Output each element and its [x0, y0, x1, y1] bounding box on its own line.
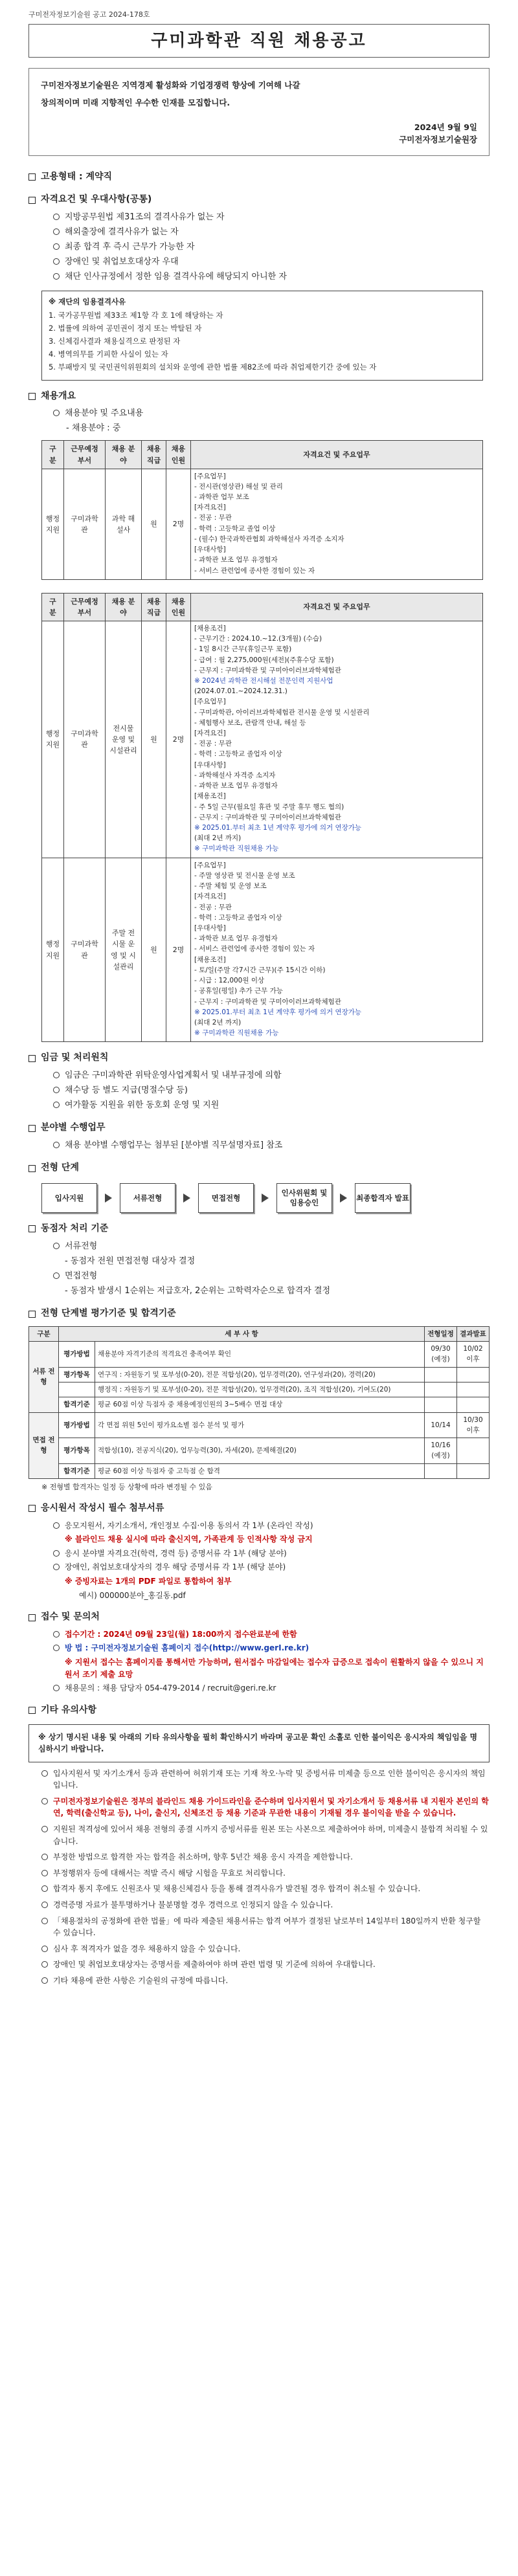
circle-bullet-icon	[41, 1946, 48, 1952]
qualification-item	[53, 271, 490, 283]
job-detail-line: - 서비스 관련업에 종사한 경험이 있는 자	[194, 945, 315, 953]
qualification-item-text: 해외출장에 결격사유가 없는 자	[65, 227, 179, 238]
eval-row	[29, 1438, 490, 1464]
circle-bullet-icon	[53, 228, 60, 235]
receipt-method-link[interactable]: 방 법 : 구미전자정보기술원 홈페이지 접수(http://www.gerI.re.kr)	[65, 1643, 310, 1653]
qualification-item	[53, 256, 490, 269]
notice-org: 구미전자정보기술원장	[399, 135, 477, 145]
eval-schedule	[425, 1382, 457, 1397]
tie-item	[65, 1285, 490, 1298]
job-detail-line: - 공휴일(평일) 추가 근무 가능	[194, 987, 283, 995]
job-cell: 원	[142, 469, 166, 579]
salary-item	[53, 1099, 490, 1112]
eval-table	[28, 1326, 490, 1479]
etc-item-text: 구미전자정보기술원은 정부의 블라인드 채용 가이드라인을 준수하며 입사지원서 및 자기소개서 등 채용서류 내 지원자 본인의 학연, 학력(출신학교 등), 나이, 출신지, 신체조건 등 채용 기준과 무관한 내용이 기재될 경우 불이익을 받을 수 있습니다.	[53, 1796, 489, 1818]
etc-item	[41, 1795, 490, 1819]
job-detail-line: - 주말 체험 및 운영 보조	[194, 882, 267, 891]
job-detail-line: - 급여 : 월 2,275,000원(세전)(주휴수당 포함)	[194, 656, 334, 664]
duty-item	[53, 1139, 490, 1152]
job-detail-line: - 체험행사 보조, 관람객 안내, 해설 등	[194, 718, 306, 727]
circle-bullet-icon	[53, 1685, 60, 1691]
job-detail-line: - 전공 : 무관	[194, 514, 232, 522]
job-detail-line: ※ 2025.01.부터 최초 1년 계약후 평가에 의거 연장가능	[194, 824, 362, 832]
disqualification-item: 5. 부패방지 및 국민권익위원회의 설치와 운영에 관한 법률 제82조에 따라 취업제한기간 중에 있는 자	[49, 362, 377, 372]
etc-item	[41, 1943, 490, 1955]
eval-header: 세 부 사 항	[59, 1326, 425, 1341]
etc-item-text: 기타 채용에 관한 사항은 기술원의 규정에 따릅니다.	[53, 1976, 229, 1985]
overview-title: 채용개요	[41, 390, 76, 401]
job-table-header: 자격요건 및 주요업무	[191, 593, 483, 621]
job-cell: 주말 전시물 운영 및 시설관리	[106, 858, 142, 1042]
eval-header: 구분	[29, 1326, 59, 1341]
job-detail-line: ※ 2024년 과학관 전시해설 전문인력 지원사업	[194, 676, 333, 685]
job-detail-line: - 근무지 : 구미과학관 및 구미아이러브과학체험관	[194, 666, 341, 674]
job-detail-line: - 근무지 : 구미과학관 및 구미아이러브과학체험관	[194, 997, 341, 1006]
job-detail-line: [우대사항]	[194, 761, 226, 769]
salary-item-text: 채수당 등 별도 지급(명절수당 등)	[65, 1085, 188, 1096]
circle-bullet-icon	[41, 1870, 48, 1876]
job-detail-line: - 과학관 업무 보조	[194, 493, 249, 501]
job-detail-line: - 근무기간 : 2024.10.~12.(3개월) (수습)	[194, 635, 322, 643]
job-detail-line: - (필수) 한국과학관협회 과학해설사 자격증 소지자	[194, 535, 344, 543]
job-detail-line: - 1일 8시간 근무(휴일근무 포함)	[194, 645, 292, 654]
job-table-header: 자격요건 및 주요업무	[191, 441, 483, 469]
salary-item-text: 임금은 구미과학관 위탁운영사업계획서 및 내부규정에 의함	[65, 1071, 282, 1081]
tie-item-text: 면접전형	[65, 1271, 98, 1281]
eval-desc: 평균 60점 이상 득점자 중 고득점 순 합격	[95, 1463, 425, 1478]
tie-item-text: 서류전형	[65, 1241, 98, 1251]
eval-desc: 각 면접 위원 5인이 평가요소별 점수 분석 및 평가	[95, 1412, 425, 1438]
circle-bullet-icon	[53, 1645, 60, 1651]
qualification-item	[53, 226, 490, 239]
tie-title: 동점자 처리 기준	[41, 1223, 109, 1234]
arrow-right-icon	[183, 1194, 190, 1203]
job-detail-line: - 학력 : 고등학교 졸업 이상	[194, 524, 276, 533]
etc-item	[41, 1975, 490, 1987]
square-bullet-icon	[28, 1055, 36, 1062]
salary-section	[28, 1051, 490, 1112]
arrow-right-icon	[340, 1194, 347, 1203]
process-step: 서류전형	[120, 1183, 175, 1213]
job-row	[42, 621, 483, 858]
job-table-1	[41, 440, 483, 579]
job-detail-line: [주요업무]	[194, 472, 226, 480]
job-detail-line: (2024.07.01.~2024.12.31.)	[194, 687, 287, 696]
eval-row	[29, 1397, 490, 1412]
eval-row	[29, 1412, 490, 1438]
circle-bullet-icon	[41, 1902, 48, 1908]
circle-bullet-icon	[53, 243, 60, 250]
circle-bullet-icon	[41, 1885, 48, 1892]
job-detail-line: (최대 2년 까지)	[194, 834, 242, 843]
docs-section	[28, 1502, 490, 1601]
tie-item	[53, 1240, 490, 1253]
job-cell: 원	[142, 621, 166, 858]
circle-bullet-icon	[53, 1631, 60, 1638]
salary-title: 임금 및 처리원칙	[41, 1052, 109, 1063]
eval-item: 합격기준	[59, 1397, 95, 1412]
job-detail-line: - 시급 : 12,000원 이상	[194, 977, 265, 985]
square-bullet-icon	[28, 1311, 36, 1318]
eval-row	[29, 1367, 490, 1382]
circle-bullet-icon	[41, 1854, 48, 1860]
job-table-header: 채용 분야	[106, 441, 142, 469]
eval-schedule	[425, 1397, 457, 1412]
circle-bullet-icon	[53, 1564, 60, 1570]
salary-item	[53, 1084, 490, 1097]
eval-schedule	[425, 1367, 457, 1382]
job-detail-line: - 과학해설사 자격증 소지자	[194, 771, 276, 779]
etc-item-text: 부정행위자 등에 대해서는 적발 즉시 해당 시험을 무효로 처리합니다.	[53, 1868, 286, 1878]
eval-item: 평가항목	[59, 1438, 95, 1464]
job-table-header: 채용 분야	[106, 593, 142, 621]
job-detail-line: (최대 2년 까지)	[194, 1018, 242, 1027]
square-bullet-icon	[28, 1225, 36, 1232]
receipt-period: 접수기간 : 2024년 09월 23일(월) 18:00까지 접수완료분에 한함	[65, 1629, 297, 1639]
square-bullet-icon	[28, 1505, 36, 1512]
eval-result	[457, 1438, 490, 1464]
process-step: 최종합격자 발표	[355, 1183, 411, 1213]
job-row	[42, 469, 483, 579]
disqualification-title: ※ 재단의 임용결격사유	[49, 296, 126, 306]
job-detail-line: - 주말 영상관 및 전시물 운영 보조	[194, 871, 295, 880]
job-detail-line: - 전공 : 무관	[194, 740, 232, 748]
job-table-header: 구 분	[42, 441, 64, 469]
job-cell: 2명	[166, 469, 191, 579]
etc-item-text: 「채용절차의 공정화에 관한 법률」에 따라 제출된 채용서류는 합격 여부가 결정된 날로부터 14일부터 180일까지 반환 청구할 수 있습니다.	[53, 1916, 481, 1938]
job-cell: 2명	[166, 621, 191, 858]
receipt-warning: ※ 지원서 접수는 홈페이지를 통해서만 가능하며, 원서접수 마감일에는 접수자 급증으로 접속이 원활하지 않을 수 있으니 지원서 조기 제출 요망	[65, 1658, 484, 1679]
eval-result	[457, 1463, 490, 1478]
job-detail-line: ※ 2025.01.부터 최초 1년 계약후 평가에 의거 연장가능	[194, 1008, 362, 1016]
etc-title: 기타 유의사항	[41, 1704, 97, 1715]
etc-item-text: 심사 후 적격자가 없을 경우 채용하지 않을 수 있습니다.	[53, 1944, 241, 1953]
eval-item: 평가방법	[59, 1412, 95, 1438]
circle-bullet-icon	[41, 1961, 48, 1968]
duty-item-text: 채용 분야별 수행업무는 첨부된 [분야별 직무설명자료] 참조	[65, 1140, 283, 1151]
etc-item-text: 지원된 적격성에 있어서 채용 전형의 종결 시까지 증빙서류를 원본 또는 사본으로 제출하여야 하며, 미제출시 불합격 처리될 수 있습니다.	[53, 1825, 488, 1846]
job-detail	[191, 858, 483, 1042]
job-detail-line: [자격요건]	[194, 504, 226, 512]
receipt-contact: 채용문의 : 채용 담당자 054-479-2014 / recruit@geri.re.kr	[65, 1683, 276, 1693]
etc-item-text: 경력증명 자료가 불투명하거나 불분명할 경우 경력으로 인정되지 않을 수 있습니다.	[53, 1900, 333, 1910]
eval-desc: 행정직 : 자원동기 및 포부성(0-20), 전문 적합성(20), 업무경력(20), 조직 적합성(20), 기여도(20)	[95, 1382, 425, 1397]
eval-item: 평가항목	[59, 1367, 95, 1382]
eval-row	[29, 1342, 490, 1368]
process-step: 입사지원	[41, 1183, 97, 1213]
job-row	[42, 858, 483, 1042]
job-detail-line: ※ 구미과학관 직원채용 가능	[194, 1029, 279, 1038]
disqualification-item: 4. 병역의무를 기피한 사실이 있는 자	[49, 349, 168, 359]
tie-section	[28, 1222, 490, 1298]
disqualification-item: 2. 법률에 의하여 공민권이 정지 또는 박탈된 자	[49, 324, 202, 333]
qualification-item-text: 장애인 및 취업보호대상자 우대	[65, 257, 179, 267]
etc-item-text: 합격자 통지 후에도 신원조사 및 채용신체검사 등을 통해 결격사유가 발견될 경우 합격이 취소될 수 있습니다.	[53, 1884, 421, 1894]
job-cell: 행정 지원	[42, 858, 64, 1042]
square-bullet-icon	[28, 393, 36, 400]
etc-item	[41, 1851, 490, 1863]
job-detail-line: [자격요건]	[194, 729, 226, 738]
job-detail-line: ※ 구미과학관 직원채용 가능	[194, 845, 279, 853]
job-detail	[191, 469, 483, 579]
docs-item: 장애인, 취업보호대상자의 경우 해당 증명서류 각 1부 (해당 분야)	[65, 1562, 286, 1572]
arrow-right-icon	[105, 1194, 112, 1203]
intro-line: 창의적이며 미래 지향적인 우수한 인재를 모집합니다.	[41, 98, 231, 108]
job-cell: 행정 지원	[42, 621, 64, 858]
job-detail-line: - 학력 : 고등학교 졸업자 이상	[194, 750, 282, 759]
circle-bullet-icon	[41, 1826, 48, 1832]
process-section	[28, 1161, 490, 1213]
job-cell: 구미과학관	[64, 621, 106, 858]
duty-section	[28, 1121, 490, 1152]
etc-item	[41, 1823, 490, 1847]
job-detail-line: - 근무지 : 구미과학관 및 구미아이러브과학체험관	[194, 813, 341, 821]
page-title: 구미과학관 직원 채용공고	[28, 24, 490, 58]
circle-bullet-icon	[41, 1798, 48, 1804]
job-detail-line: [주요업무]	[194, 861, 226, 869]
job-cell: 행정 지원	[42, 469, 64, 579]
circle-bullet-icon	[53, 410, 60, 416]
circle-bullet-icon	[53, 1142, 60, 1148]
etc-item-text: 부정한 방법으로 합격한 자는 합격을 취소하며, 향후 5년간 채용 응시 자격을 제한합니다.	[53, 1852, 353, 1862]
overview-sub2: - 채용분야 : 중	[66, 423, 121, 434]
job-table-header: 채용 직급	[142, 593, 166, 621]
eval-stage: 면접 전형	[29, 1412, 59, 1478]
job-detail-line: [채용조건]	[194, 624, 226, 632]
eval-title: 전형 단계별 평가기준 및 합격기준	[41, 1308, 176, 1319]
qualification-item-text: 최종 합격 후 즉시 근무가 가능한 자	[65, 242, 195, 252]
circle-bullet-icon	[53, 1522, 60, 1529]
docs-item: 응시 분야별 자격요건(학력, 경력 등) 증명서류 각 1부 (해당 분야)	[65, 1548, 287, 1558]
job-cell: 2명	[166, 858, 191, 1042]
docs-pdf-note: ※ 증빙자료는 1개의 PDF 파일로 통합하여 첨부	[65, 1576, 232, 1586]
eval-header: 전형일정	[425, 1326, 457, 1341]
job-table-header: 채용 인원	[166, 593, 191, 621]
tie-item	[65, 1255, 490, 1268]
salary-item-text: 여가활동 지원을 위한 동호회 운영 및 지원	[65, 1100, 220, 1111]
process-title: 전형 단계	[41, 1162, 79, 1173]
circle-bullet-icon	[53, 273, 60, 280]
notice-number: 구미전자정보기술원 공고 2024-178호	[28, 10, 150, 19]
circle-bullet-icon	[53, 214, 60, 220]
eval-desc: 적합성(10), 전공지식(20), 업무능력(30), 자세(20), 문제해결(20)	[95, 1438, 425, 1464]
process-step: 인사위원회 및 임용승인	[276, 1183, 332, 1213]
eval-section	[28, 1307, 490, 1493]
circle-bullet-icon	[53, 1102, 60, 1108]
circle-bullet-icon	[53, 1072, 60, 1078]
eval-schedule	[425, 1463, 457, 1478]
job-table-header: 채용 인원	[166, 441, 191, 469]
eval-item: 평가방법	[59, 1342, 95, 1368]
etc-item	[41, 1768, 490, 1792]
job-cell: 구미과학관	[64, 858, 106, 1042]
job-detail-line: [우대사항]	[194, 546, 226, 554]
etc-item	[41, 1915, 490, 1939]
etc-section	[28, 1704, 490, 1987]
job-detail-line: - 구미과학관, 아이러브과학체험관 전시물 운영 및 시설관리	[194, 708, 370, 716]
qualification-item-text: 채단 인사규정에서 정한 임용 결격사유에 해당되지 아니한 자	[65, 272, 287, 282]
job-table-header: 구 분	[42, 593, 64, 621]
job-detail-line: - 과학관 보조 업무 유경험자	[194, 935, 278, 943]
duty-title: 분야별 수행업무	[41, 1122, 106, 1133]
eval-result: 10/30 이후	[457, 1412, 490, 1438]
eval-result	[457, 1397, 490, 1412]
employment-title: 고용형태 : 계약직	[41, 171, 113, 182]
overview-sub1: 채용분야 및 주요내용	[65, 408, 144, 419]
job-detail-line: - 토/일(주말 각7시간 근무)(주 15시간 이하)	[194, 966, 326, 974]
eval-desc: 채용분야 자격기준의 적격요건 충족여부 확인	[95, 1342, 425, 1368]
job-detail-line: - 학력 : 고등학교 졸업자 이상	[194, 913, 282, 922]
job-detail-line: - 서비스 관련업에 종사한 경험이 있는 자	[194, 566, 315, 575]
circle-bullet-icon	[53, 258, 60, 265]
eval-result: 10/02 이후	[457, 1342, 490, 1368]
circle-bullet-icon	[41, 1977, 48, 1984]
circle-bullet-icon	[53, 1272, 60, 1279]
job-detail-line: - 과학관 보조 업무 유경험자	[194, 556, 278, 564]
disqualification-item: 1. 국가공무원법 제33조 제1항 각 호 1에 해당하는 자	[49, 311, 223, 320]
employment-section	[28, 170, 490, 184]
eval-result	[457, 1367, 490, 1382]
job-detail-line: - 전공 : 무관	[194, 903, 232, 911]
eval-schedule: 10/14	[425, 1412, 457, 1438]
job-table-2	[41, 593, 483, 1043]
eval-item: 합격기준	[59, 1463, 95, 1478]
square-bullet-icon	[28, 173, 36, 181]
etc-item	[41, 1899, 490, 1911]
eval-stage: 서류 전형	[29, 1342, 59, 1412]
job-cell: 구미과학관	[64, 469, 106, 579]
job-detail-line: [주요업무]	[194, 698, 226, 706]
qualification-item	[53, 211, 490, 224]
job-detail	[191, 621, 483, 858]
circle-bullet-icon	[53, 1243, 60, 1249]
etc-item	[41, 1883, 490, 1895]
circle-bullet-icon	[41, 1918, 48, 1924]
qualification-section	[28, 193, 490, 380]
arrow-right-icon	[262, 1194, 269, 1203]
square-bullet-icon	[28, 1707, 36, 1714]
docs-blind-warning: ※ 블라인드 채용 실시에 따라 출신지역, 가족관계 등 인적사항 작성 금지	[65, 1535, 313, 1544]
tie-item-text: - 동점자 발생시 1순위는 저급호자, 2순위는 고학력자순으로 합격자 결정	[65, 1286, 331, 1296]
square-bullet-icon	[28, 1614, 36, 1621]
eval-row	[29, 1463, 490, 1478]
eval-header: 결과발표	[457, 1326, 490, 1341]
eval-desc: 평균 60점 이상 득점자 중 채용예정인원의 3~5배수 면접 대상	[95, 1397, 425, 1412]
etc-item	[41, 1959, 490, 1971]
tie-item	[53, 1270, 490, 1283]
eval-schedule: 10/16 (예정)	[425, 1438, 457, 1464]
tie-item-text: - 동점자 전원 면접전형 대상자 결정	[65, 1256, 196, 1266]
square-bullet-icon	[28, 1165, 36, 1172]
eval-schedule: 09/30 (예정)	[425, 1342, 457, 1368]
job-detail-line: - 과학관 보조 업무 유경험자	[194, 782, 278, 790]
salary-item	[53, 1069, 490, 1082]
disqualification-box	[41, 291, 483, 381]
job-detail-line: [우대사항]	[194, 924, 226, 932]
docs-title: 응시원서 작성시 필수 첨부서류	[41, 1502, 164, 1513]
etc-item-text: 입사지원서 및 자기소개서 등과 관련하여 허위기재 또는 기재 착오·누락 및 증빙서류 미제출 등으로 인한 불이익은 응시자의 책임입니다.	[53, 1768, 486, 1790]
disqualification-item: 3. 신체검사결과 채용실격으로 판정된 자	[49, 337, 181, 346]
job-cell: 전시물 운영 및 시설관리	[106, 621, 142, 858]
job-table-header: 근무예정 부서	[64, 593, 106, 621]
intro-box	[28, 68, 490, 156]
job-table-header: 채용 직급	[142, 441, 166, 469]
etc-item-text: 장애인 및 취업보호대상자는 증명서를 제출하여야 하며 관련 법령 및 기준에 의하여 우대합니다.	[53, 1960, 376, 1970]
circle-bullet-icon	[41, 1770, 48, 1777]
process-step: 면접전형	[198, 1183, 254, 1213]
square-bullet-icon	[28, 197, 36, 204]
overview-section	[28, 390, 490, 1043]
job-cell: 과학 해설사	[106, 469, 142, 579]
etc-warning-box: ※ 상기 명시된 내용 및 아래의 기타 유의사항을 필히 확인하시기 바라며 공고문 확인 소홀로 인한 불이익은 응시자의 책임임을 명심하시기 바랍니다.	[28, 1724, 490, 1762]
eval-item	[59, 1382, 95, 1397]
receipt-section	[28, 1610, 490, 1694]
intro-line: 구미전자정보기술원은 지역경제 활성화와 기업경쟁력 향상에 기여해 나갈	[41, 80, 300, 91]
docs-example: 예시) 000000분야_홍길동.pdf	[79, 1590, 186, 1600]
docs-item: 응모지원서, 자기소개서, 개인정보 수집·이용 동의서 각 1부 (온라인 작성)	[65, 1520, 313, 1530]
qualification-title: 자격요건 및 우대사항(공통)	[41, 194, 152, 205]
job-detail-line: [채용조건]	[194, 792, 226, 801]
receipt-title: 접수 및 문의처	[41, 1612, 100, 1623]
eval-result	[457, 1382, 490, 1397]
etc-item	[41, 1867, 490, 1880]
eval-row	[29, 1382, 490, 1397]
circle-bullet-icon	[53, 1550, 60, 1557]
qualification-item	[53, 241, 490, 254]
job-table-header: 근무예정 부서	[64, 441, 106, 469]
job-detail-line: - 전시관(영상관) 해설 및 관리	[194, 482, 283, 491]
circle-bullet-icon	[53, 1087, 60, 1093]
eval-note: ※ 전형별 합격자는 일정 등 상황에 따라 변경될 수 있음	[41, 1482, 212, 1491]
job-detail-line: [자격요건]	[194, 893, 226, 901]
job-detail-line: [채용조건]	[194, 955, 226, 964]
square-bullet-icon	[28, 1125, 36, 1132]
qualification-item-text: 지방공무원법 제31조의 결격사유가 없는 자	[65, 212, 225, 222]
notice-date: 2024년 9월 9일	[414, 122, 477, 132]
job-detail-line: - 주 5일 근무(월요일 휴관 및 주말 휴무 행도 협의)	[194, 803, 344, 811]
job-cell: 원	[142, 858, 166, 1042]
eval-desc: 연구직 : 자원동기 및 포부성(0-20), 전문 적합성(20), 업무경력(20), 연구성과(20), 경력(20)	[95, 1367, 425, 1382]
